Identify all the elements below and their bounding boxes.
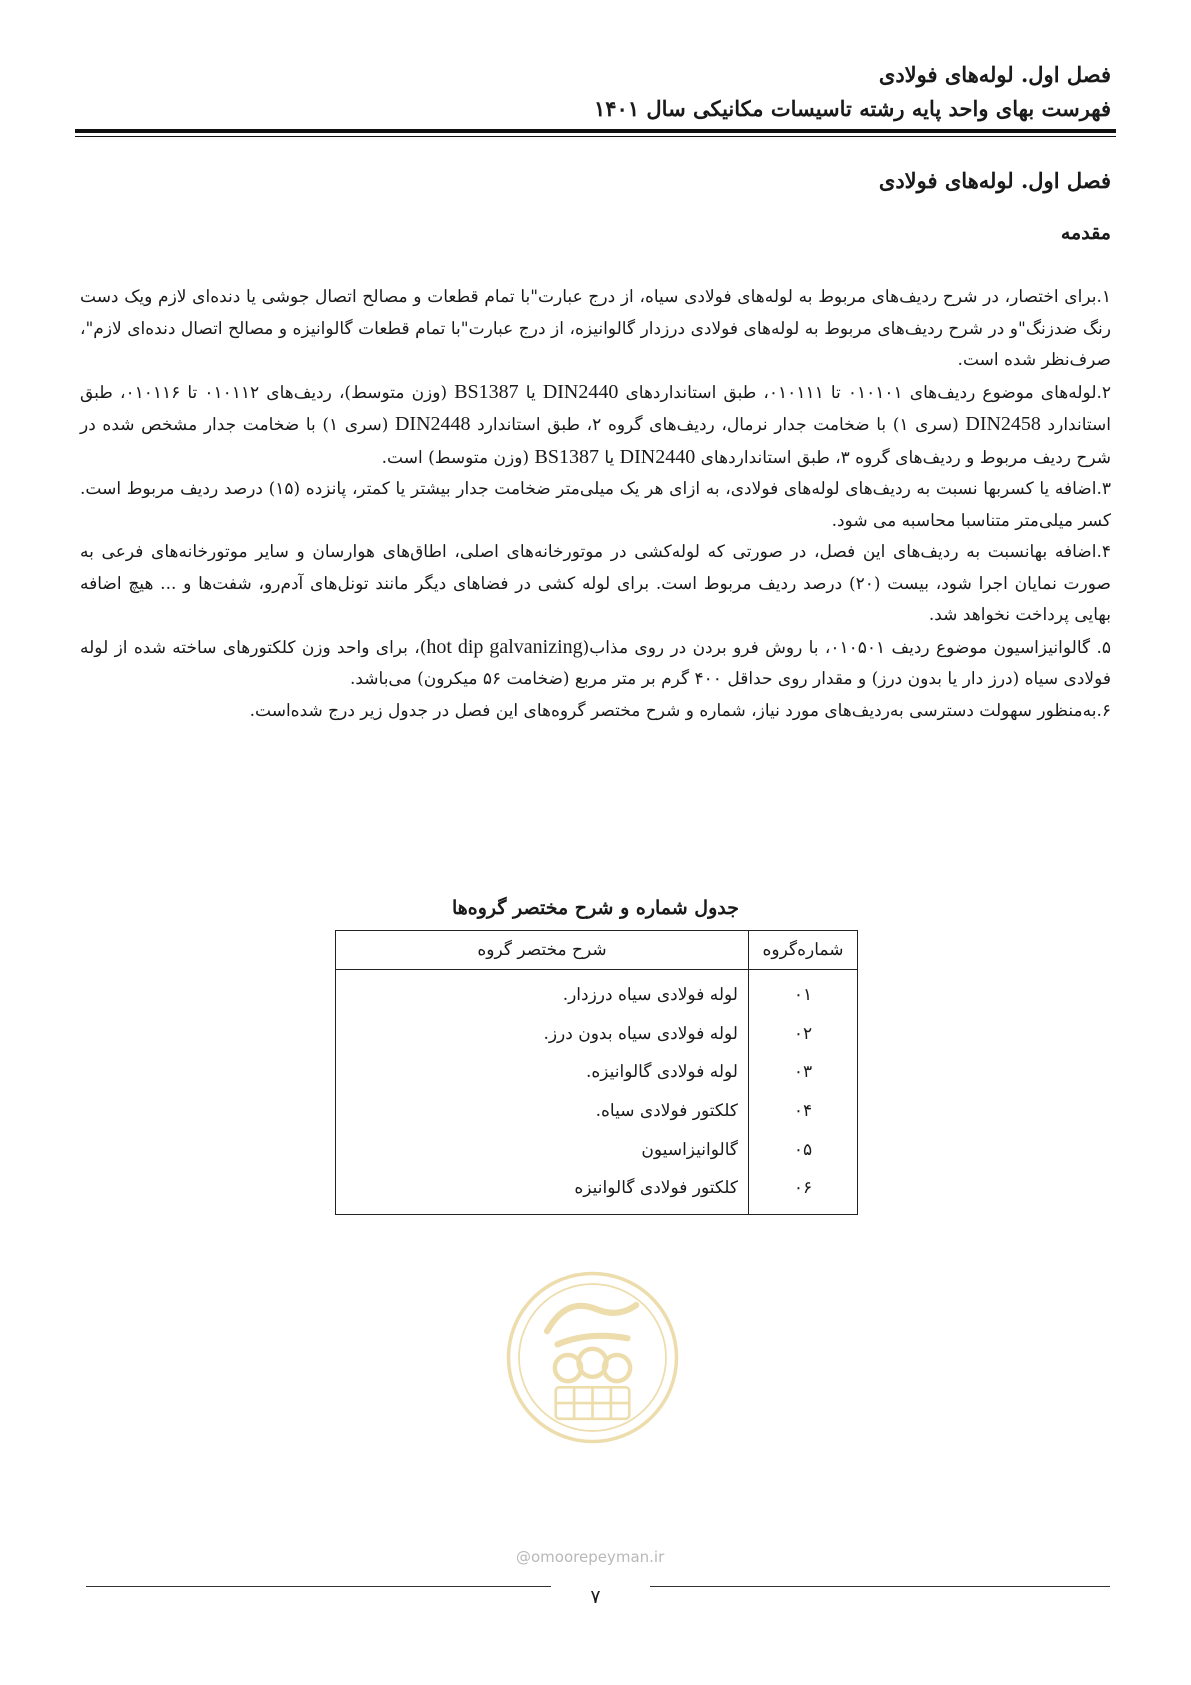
group-number: ۰۴ — [749, 1092, 858, 1131]
group-number: ۰۳ — [749, 1053, 858, 1092]
header-rule-thin — [75, 136, 1116, 137]
intro-heading: مقدمه — [1060, 222, 1111, 244]
groups-table — [335, 930, 858, 1215]
watermark-logo — [505, 1270, 680, 1445]
intro-body — [80, 282, 1111, 727]
group-number: ۰۵ — [749, 1130, 858, 1169]
table-title: جدول شماره و شرح مختصر گروه‌ها — [451, 897, 740, 919]
table-row — [336, 1130, 858, 1169]
header-rule-thick — [75, 129, 1116, 133]
group-description: گالوانیزاسیون — [336, 1130, 749, 1169]
paragraph-3: ۳.اضافه یا کسربها نسبت به ردیف‌های لوله‌های فولادی، به ازای هر یک میلی‌متر ضخامت جدار بیشتر یا کمتر، پانزده (۱۵) درصد ردیف مربوط است. کسر میلی‌متر متناسبا محاسبه می شود. — [80, 479, 1111, 531]
paragraph-4: ۴.اضافه بهانسبت به ردیف‌های این فصل، در صورتی که لوله‌کشی در موتورخانه‌های اصلی، اطاق‌های هوارسان و سایر موتورخانه‌های فرعی به صورت نمایان اجرا شود، بیست (۲۰) درصد ردیف مربوط است. برای لوله کشی در فضاهای دیگر مانند تونل‌های آدم‌رو، شفت‌ها و ... هیچ اضافه بهایی پرداخت نخواهد شد. — [80, 542, 1111, 625]
table-row — [336, 1015, 858, 1054]
watermark-url: @omoorepeyman.ir — [516, 1548, 665, 1566]
col-header-number: شماره‌گروه — [749, 931, 858, 970]
header-catalog-title: فهرست بهای واحد پایه رشته تاسیسات مکانیکی سال ۱۴۰۱ — [593, 96, 1111, 121]
group-number: ۰۱ — [749, 970, 858, 1015]
col-header-description: شرح مختصر گروه — [336, 931, 749, 970]
paragraph-6: ۶.به‌منظور سهولت دسترسی به‌ردیف‌های مورد نیاز، شماره و شرح مختصر گروه‌های این فصل در جدول زیر درج شده‌است. — [249, 700, 1111, 721]
table-row — [336, 1092, 858, 1131]
header-chapter: فصل اول. لوله‌های فولادی — [878, 62, 1111, 87]
table-row — [336, 970, 858, 1015]
group-description: کلکتور فولادی سیاه. — [336, 1092, 749, 1131]
group-description: کلکتور فولادی گالوانیزه — [336, 1169, 749, 1214]
group-description: لوله فولادی سیاه درزدار. — [336, 970, 749, 1015]
group-description: لوله فولادی سیاه بدون درز. — [336, 1015, 749, 1054]
group-description: لوله فولادی گالوانیزه. — [336, 1053, 749, 1092]
section-title: فصل اول. لوله‌های فولادی — [878, 168, 1111, 193]
table-row — [336, 1169, 858, 1214]
paragraph-1: ۱.برای اختصار، در شرح ردیف‌های مربوط به لوله‌های فولادی سیاه، از درج عبارت"با تمام قطعات و مصالح اتصال جوشی یا دنده‌ای لازم ویک دست رنگ ضدزنگ"و در شرح ردیف‌های مربوط به لوله‌های فولادی درزدار گالوانیزه، از درج عبارت"با تمام قطعات گالوانیزه و مصالح اتصال دنده‌ای لازم"، صرف‌نظر شده است. — [80, 287, 1111, 370]
paragraph-2: ۲.لوله‌های موضوع ردیف‌های ۰۱۰۱۰۱ تا ۰۱۰۱۱۱، طبق استانداردهای DIN2440 یا BS1387 (وزن متوسط)، ردیف‌های ۰۱۰۱۱۲ تا ۰۱۰۱۱۶، طبق استاندارد DIN2458 (سری ۱) با ضخامت جدار نرمال، ردیف‌های گروه ۲، طبق استاندارد DIN2448 (سری ۱) با ضخامت جدار مشخص شده در شرح ردیف مربوط و ردیف‌های گروه ۳، طبق استانداردهای DIN2440 یا BS1387 (وزن متوسط) است. — [80, 380, 1112, 468]
table-row — [336, 1053, 858, 1092]
group-number: ۰۲ — [749, 1015, 858, 1054]
paragraph-5: ۵. گالوانیزاسیون موضوع ردیف ۰۱۰۵۰۱، با روش فرو بردن در روی مذاب(hot dip galvanizing)، برای واحد وزن کلکتورهای ساخته شده از لوله فولادی سیاه (درز دار یا بدون درز) و مقدار روی حداقل ۴۰۰ گرم بر متر مربع (ضخامت ۵۶ میکرون) می‌باشد. — [80, 635, 1111, 689]
group-number: ۰۶ — [749, 1169, 858, 1214]
page-number: ۷ — [590, 1586, 601, 1608]
